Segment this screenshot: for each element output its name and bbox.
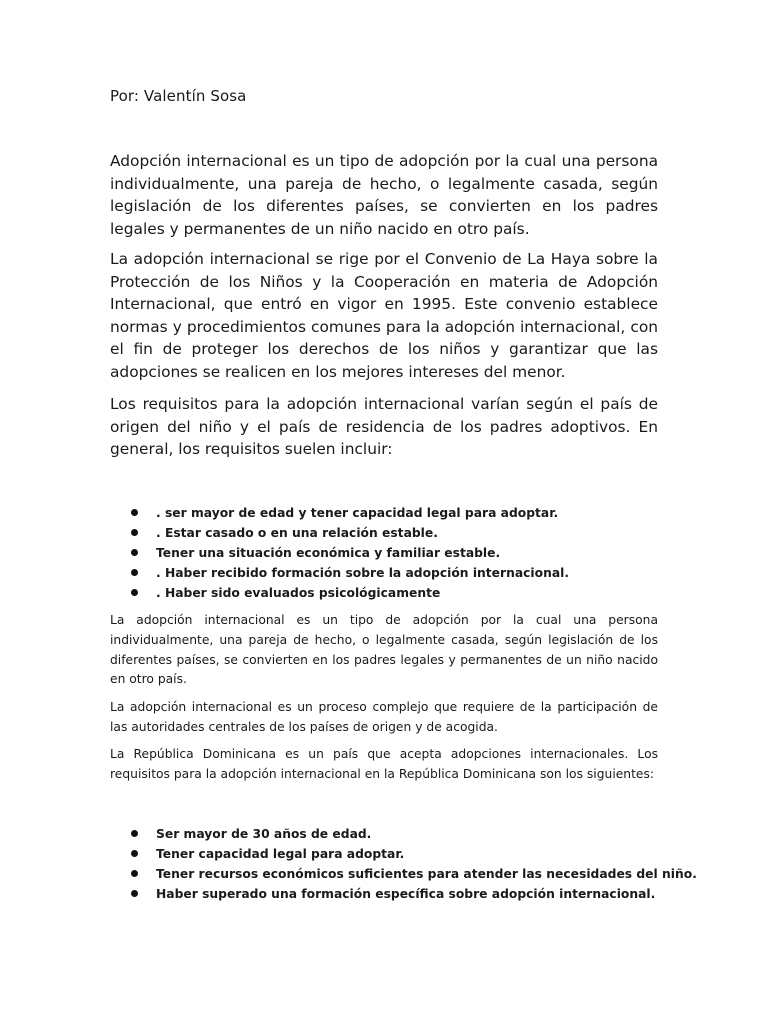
list-item-text: Tener una situación económica y familiar estable. <box>156 546 501 560</box>
paragraph-text: La República Dominicana es un país que acepta adopciones internacionales. Los requisitos para la adopción internacional en la República Dominicana son los siguientes: <box>110 747 658 781</box>
bullet-icon <box>131 509 138 516</box>
bullet-icon <box>131 850 138 857</box>
bullet-icon <box>131 589 138 596</box>
list-item <box>110 523 670 543</box>
list-item-text: . Haber recibido formación sobre la adopción internacional. <box>156 566 570 580</box>
middle-paragraph-3 <box>110 745 658 785</box>
paragraph-text: La adopción internacional se rige por el Convenio de La Haya sobre la Protección de los Niños y la Cooperación en materia de Adopción Internacional, que entró en vigor en 1995. Este convenio establece normas y procedimientos comunes para la adopción internacional, con el fin de proteger los derechos de los niños y garantizar que las adopciones se realicen en los mejores intereses del menor. <box>110 250 658 381</box>
bullet-icon <box>131 569 138 576</box>
paragraph-text: La adopción internacional es un proceso complejo que requiere de la participación de las autoridades centrales de los países de origen y de acogida. <box>110 700 658 734</box>
intro-paragraph-1 <box>110 150 658 240</box>
list-item-text: . ser mayor de edad y tener capacidad legal para adoptar. <box>156 506 559 520</box>
list-item-text: Tener recursos económicos suficientes para atender las necesidades del niño. <box>156 867 697 881</box>
paragraph-text: Adopción internacional es un tipo de adopción por la cual una persona individualmente, una pareja de hecho, o legalmente casada, según legislación de los diferentes países, se convierten en los padres legales y permanentes de un niño nacido en otro país. <box>110 152 658 238</box>
bullet-icon <box>131 890 138 897</box>
requirements-list-2 <box>110 824 697 904</box>
list-item-text: Ser mayor de 30 años de edad. <box>156 827 372 841</box>
list-item <box>110 563 670 583</box>
bullet-icon <box>131 549 138 556</box>
bullet-icon <box>131 830 138 837</box>
paragraph-text: La adopción internacional es un tipo de adopción por la cual una persona individualmente, una pareja de hecho, o legalmente casada, según legislación de los diferentes países, se convierten en los padres legales y permanentes de un niño nacido en otro país. <box>110 613 658 687</box>
list-item-text: Tener capacidad legal para adoptar. <box>156 847 405 861</box>
list-item <box>110 543 670 563</box>
list-item <box>110 884 670 904</box>
intro-paragraph-2 <box>110 248 658 384</box>
list-item <box>110 864 697 884</box>
bullet-icon <box>131 870 138 877</box>
paragraph-text: Los requisitos para la adopción internacional varían según el país de origen del niño y el país de residencia de los padres adoptivos. En general, los requisitos suelen incluir: <box>110 395 658 459</box>
list-item-text: Haber superado una formación específica sobre adopción internacional. <box>156 887 656 901</box>
list-item <box>110 503 670 523</box>
middle-paragraph-2 <box>110 698 658 738</box>
bullet-icon <box>131 529 138 536</box>
requirements-list-1 <box>110 503 670 603</box>
author-line: Por: Valentín Sosa <box>110 87 247 105</box>
list-item-text: . Haber sido evaluados psicológicamente <box>156 586 441 600</box>
list-item <box>110 844 670 864</box>
list-item <box>110 824 670 844</box>
list-item-text: . Estar casado o en una relación estable. <box>156 526 438 540</box>
middle-paragraph-1 <box>110 611 658 690</box>
intro-paragraph-3 <box>110 393 658 461</box>
list-item <box>110 583 670 603</box>
